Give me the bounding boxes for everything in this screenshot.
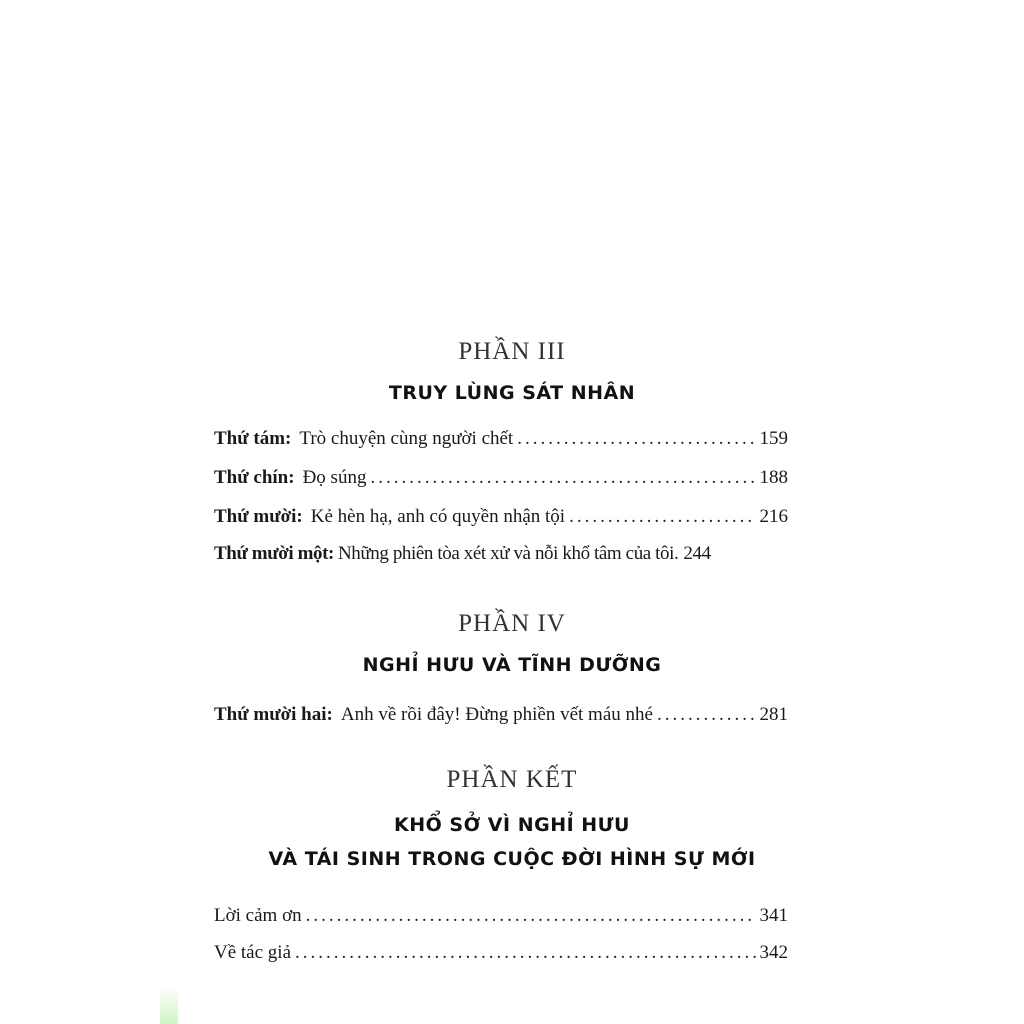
entry-page-number: 341 bbox=[759, 905, 788, 926]
entry-title: Trò chuyện cùng người chết bbox=[299, 428, 514, 449]
entry-label: Thứ chín: bbox=[214, 467, 295, 488]
dot-leader bbox=[370, 467, 755, 489]
toc-entry[interactable] bbox=[214, 704, 788, 734]
part-3-title: TRUY LÙNG SÁT NHÂN bbox=[388, 382, 636, 404]
toc-entry[interactable] bbox=[214, 942, 788, 972]
entry-label: Thứ mười một: bbox=[214, 543, 334, 564]
entry-title: Những phiên tòa xét xử và nỗi khổ tâm của tôi. bbox=[337, 543, 679, 564]
entry-title: Đọ súng bbox=[302, 467, 367, 488]
entry-page-number: 342 bbox=[759, 942, 788, 963]
entry-title: Kẻ hèn hạ, anh có quyền nhận tội bbox=[310, 506, 566, 527]
toc-entry[interactable] bbox=[214, 905, 788, 935]
dot-leader bbox=[295, 942, 755, 964]
entry-label: Thứ mười: bbox=[214, 506, 303, 527]
toc-entry[interactable] bbox=[214, 543, 788, 573]
entry-page-number: 188 bbox=[759, 467, 788, 488]
entry-title: Lời cảm ơn bbox=[214, 905, 302, 926]
dot-leader bbox=[517, 428, 755, 450]
part-3-label: PHẦN III bbox=[458, 338, 566, 365]
page-edge-tint bbox=[160, 985, 178, 1024]
dot-leader bbox=[657, 704, 756, 726]
dot-leader bbox=[306, 905, 756, 927]
part-4-label: PHẦN IV bbox=[458, 610, 566, 637]
entry-label: Thứ mười hai: bbox=[214, 704, 333, 725]
entry-page-number: 244 bbox=[683, 543, 711, 564]
part-4-title: NGHỈ HƯU VÀ TĨNH DƯỠNG bbox=[362, 654, 662, 676]
toc-entry[interactable] bbox=[214, 467, 788, 497]
toc-entry[interactable] bbox=[214, 428, 788, 458]
entry-title: Anh về rồi đây! Đừng phiền vết máu nhé bbox=[340, 704, 653, 725]
entry-title: Về tác giả bbox=[214, 942, 292, 963]
epilogue-title-line-2: VÀ TÁI SINH TRONG CUỘC ĐỜI HÌNH SỰ MỚI bbox=[268, 848, 756, 870]
dot-leader bbox=[569, 506, 755, 528]
entry-page-number: 281 bbox=[759, 704, 788, 725]
entry-label: Thứ tám: bbox=[214, 428, 292, 449]
epilogue-title-line-1: KHỔ SỞ VÌ NGHỈ HƯU bbox=[394, 814, 630, 836]
entry-page-number: 216 bbox=[759, 506, 788, 527]
epilogue-label: PHẦN KẾT bbox=[446, 766, 578, 793]
entry-page-number: 159 bbox=[759, 428, 788, 449]
toc-entry[interactable] bbox=[214, 506, 788, 536]
